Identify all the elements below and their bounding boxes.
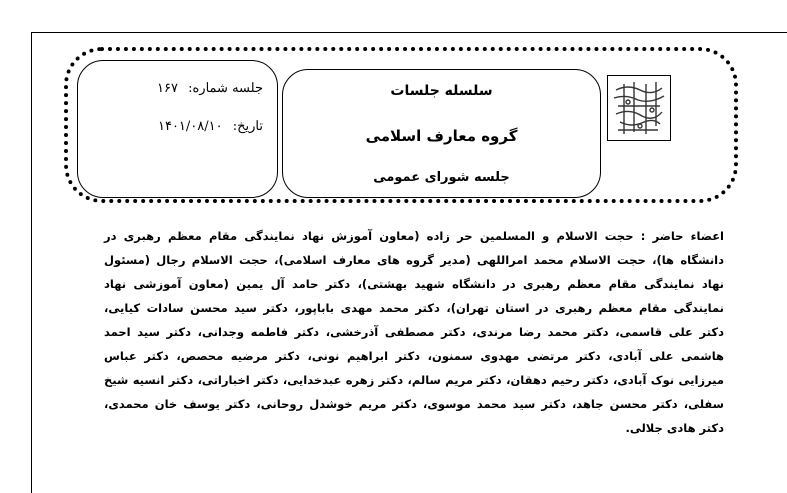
attendees-line: سفلی، دکتر محسن جاهد، دکتر سید محمد موسوی، دکتر مریم خوشدل روحانی، دکتر یوسف خان محمدی، [104, 397, 724, 411]
attendees-line: میرزایی نوک آبادی، دکتر رحیم دهقان، دکتر مریم سالم، دکتر زهره عبدخدایی، دکتر اخباراتی، دکتر انسیه شیخ [104, 373, 724, 387]
attendees-line: نهاد نمایندگی مقام معظم رهبری در دانشگاه شهید بهشتی)، دکتر حامد آل یمین (معاون آموزشی نهاد [104, 277, 724, 291]
session-number-value: ۱۶۷ [157, 81, 178, 96]
session-date-value: ۱۴۰۱/۰۸/۱۰ [157, 119, 223, 134]
session-meta-box [77, 60, 278, 198]
attendees-line: دکتر هادی جلالی. [625, 421, 724, 435]
attendees-line: نمایندگی مقام معظم رهبری در استان تهران)، دکتر محمد مهدی باباپور، دکتر سید محسن سادات کیایی، [104, 301, 724, 315]
attendees-line: دکتر علی قاسمی، دکتر محمد رضا مرندی، دکتر مصطفی آذرخشی، دکتر فاطمه وجدانی، دکتر سید احمد [104, 325, 724, 339]
group-title: گروه معارف اسلامی [365, 127, 518, 145]
session-number-line [73, 81, 263, 96]
attendees-paragraph [104, 224, 724, 440]
logo-calligraphy [608, 76, 670, 140]
meeting-title: جلسه شورای عمومی [373, 170, 510, 185]
university-logo-icon [607, 75, 671, 141]
series-title: سلسله جلسات [390, 83, 493, 99]
attendees-line: دانشگاه ها)، حجت الاسلام محمد امراللهی (مدیر گروه های معارف اسلامی)، حجت الاسلام رجال (مسئول [104, 253, 724, 267]
session-date-line [73, 119, 263, 134]
attendees-line: اعضاء حاضر : حجت الاسلام و المسلمین حر زاده (معاون آموزش نهاد نمایندگی مقام معظم رهبری در [104, 229, 724, 243]
attendees-line: هاشمی علی آبادی، دکتر مرتضی مهدوی سمنون، دکتر ابراهیم نونی، دکتر مرضیه محصص، دکتر عباس [104, 349, 724, 363]
title-box [282, 69, 601, 198]
session-number-label: جلسه شماره: [188, 81, 263, 96]
session-date-label: تاریخ: [232, 119, 263, 134]
